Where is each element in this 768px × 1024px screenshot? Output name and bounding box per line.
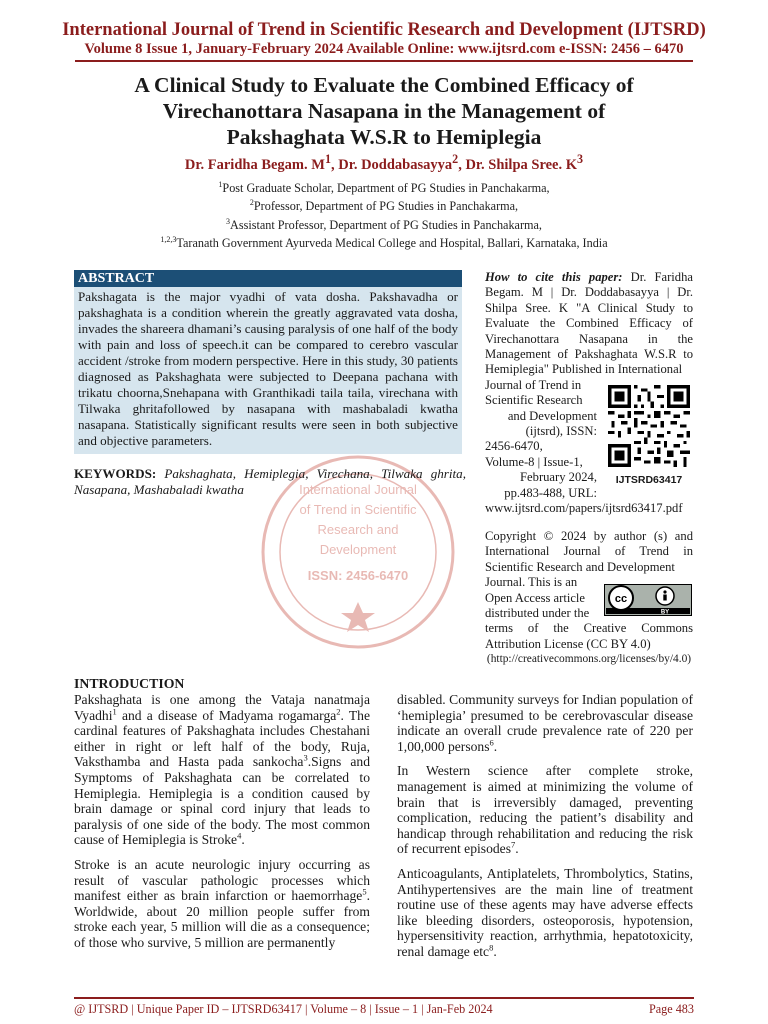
aff-text: Assistant Professor, Department of PG Studies in Panchakarma, [230,218,542,233]
copyright-side-line: Journal. This is an [485,575,578,590]
watermark-line: of Trend in Scientific [299,502,417,517]
author-sup: 3 [577,152,584,166]
license-link[interactable]: (http://creativecommons.org/licenses/by/4.0) [486,653,692,666]
affiliation [0,198,768,214]
journal-name: International Journal of Trend in Scientific Research and Development (IJTSRD) [62,20,706,40]
title-line: Virechanottara Nasapana in the Management of [162,99,606,123]
affiliation [0,217,768,233]
copyright-lead: Copyright © 2024 by author (s) and International Journal of Trend in Scientific Research and Development [485,529,693,574]
star-icon [341,602,375,632]
aff-sup: 1 [218,180,223,189]
paragraph: Stroke is an acute neurologic injury occurring as result of vascular pathologic processes which manifest either as brain infarction or haemorrhage$^5$. Worldwide, about 20 million people suffer from stroke each year, 5 million will die as a consequence; of those who survive, 5 million are permanently [74,856,370,950]
citation-side-line: Scientific Research [485,393,583,408]
citation-side-line: Journal of Trend in [485,377,582,392]
copyright-side-line: distributed under the [485,606,590,621]
citation-side [485,378,597,501]
citation-side-line: and Development [507,408,597,423]
watermark-issn: ISSN: 2456-6470 [307,568,409,583]
by-badge-text: BY [660,609,670,616]
footer-divider [74,997,694,999]
intro-column-left [74,692,370,960]
aff-text: Professor, Department of PG Studies in Panchakarma, [253,199,519,214]
watermark-line: Development [319,542,397,557]
author-list [0,152,768,174]
aff-text: Taranath Government Ayurveda Medical College and Hospital, Ballari, Karnataka, India [176,236,608,251]
affiliation [0,235,768,251]
qr-icon [605,385,693,467]
affiliation [0,180,768,196]
author-name: Dr. Faridha Begam. M [184,156,325,173]
author-sup: 2 [452,152,459,166]
watermark-line: International Journal [299,482,417,497]
watermark-line: Research and [317,522,399,537]
page-number: Page 483 [648,1002,694,1016]
copyright-tail: terms of the Creative Commons Attribution License (CC BY 4.0) [485,621,693,651]
paper-title [84,72,684,150]
header-divider [75,60,693,62]
footer-info: @ IJTSRD | Unique Paper ID – IJTSRD63417 | Volume – 8 | Issue – 1 | Jan-Feb 2024 [74,1002,493,1016]
qr-code [605,385,693,485]
author-sup: 1 [324,152,331,166]
citation-side-line: 2456-6470, [485,439,543,454]
keywords [74,466,466,498]
keywords-label: KEYWORDS: [74,466,157,481]
cc-by-badge[interactable] [604,584,692,616]
author-name: , Dr. Shilpa Sree. K [458,156,578,173]
citation-side-line: pp.483-488, URL: [504,485,597,500]
introduction-heading: INTRODUCTION [74,676,185,691]
abstract-heading: ABSTRACT [74,270,462,287]
copyright-side [485,575,597,621]
paragraph: disabled. Community surveys for Indian population of ‘hemiplegia’ presumed to be cerebrovascular disease indicate an overall crude prevalence rate of 220 per 1,00,000 persons$^6$. [397,692,693,754]
abstract-box [74,270,462,454]
paragraph: In Western science after complete stroke, management is aimed at minimizing the volume of brain that is irreversibly damaged, preventing complication, reducing the patient’s disability and handicap through rehabilitation and reducing the risk of recurrent episodes$^7$. [397,763,693,857]
cc-badge-text: cc [614,593,628,605]
citation-side-line: (ijtsrd), ISSN: [525,424,597,439]
citation-label: How to cite this paper: [485,270,623,284]
citation-url[interactable]: www.ijtsrd.com/papers/ijtsrd63417.pdf [485,501,683,516]
keywords-text: Pakshaghata, Hemiplegia, Virechana, Tilwaka ghrita, Nasapana, Mashabaladi kwatha [74,466,467,497]
aff-text: Post Graduate Scholar, Department of PG Studies in Panchakarma, [222,181,550,196]
citation-side-line: February 2024, [520,470,597,485]
qr-label: IJTSRD63417 [615,474,683,486]
abstract-body: Pakshagata is the major vyadhi of vata dosha. Pakshavadha or pakshaghata is a condition wherein the greatly aggravated vata dosha, invades the shareera dhamani’s causing paralysis of one half of the body with pain and loss of speech.it can be compared to cerebro vascular accident /stroke from modern perspective. Here in this study, 30 patients diagnosed as Pakshaghata were subjected to Deepana pachana with trikatu choorna,Snehapana with Granthikadi taila taila, virechana with Tilwaka ghritafollowed by nasapana with mashabaladi kwatha nasapana. Statistically significant results were seen in both subjective and objective parameters. [78,289,458,448]
page-footer [74,1002,694,1017]
title-line: Pakshaghata W.S.R to Hemiplegia [226,125,542,149]
citation-text: Dr. Faridha Begam. M | Dr. Doddabasayya | Dr. Shilpa Sree. K "A Clinical Study to Evaluate the Combined Efficacy of Virechanottara Nasapana in the Management of Pakshaghata W.S.R to Hemiplegia" Published in International [485,270,693,377]
copyright-side-line: Open Access article [485,590,586,605]
paragraph: Pakshaghata is one among the Vataja nanatmaja Vyadhi$^1$ and a disease of Madyama rogamarga$^2$. The cardinal features of Pakshaghata includes Chestahani either in right or left half of the body, Ruja, Vaksthamba and Hasta pada sankocha$^3$.Signs and Symptoms of Pakshaghata can be correlated to Hemiplegia. Hemiplegia is a condition caused by brain damage or spinal cord injury that leads to paralysis of one side of the body. The most common cause of Hemiplegia is Stroke$^4$. [74,692,371,848]
author-name: , Dr. Doddabasayya [331,156,453,173]
intro-column-right [397,692,693,969]
paragraph: Anticoagulants, Antiplatelets, Thrombolytics, Statins, Antihypertensives are the main line of treatment routine use of these agents may have adverse effects like bleeding disorders, osteoporosis, hypotension, hypersensitivity reaction, arrhythmia, hepatotoxicity, renal damage etc$^8$. [397,865,693,959]
aff-sup: 1,2,3 [160,235,177,244]
aff-sup: 3 [226,217,231,226]
volume-line: Volume 8 Issue 1, January-February 2024 Available Online: www.ijtsrd.com e-ISSN: 2456 – 6470 [84,41,684,57]
aff-sup: 2 [249,198,254,207]
citation-side-line: Volume-8 | Issue-1, [485,454,583,469]
title-line: A Clinical Study to Evaluate the Combined Efficacy of [134,73,634,97]
